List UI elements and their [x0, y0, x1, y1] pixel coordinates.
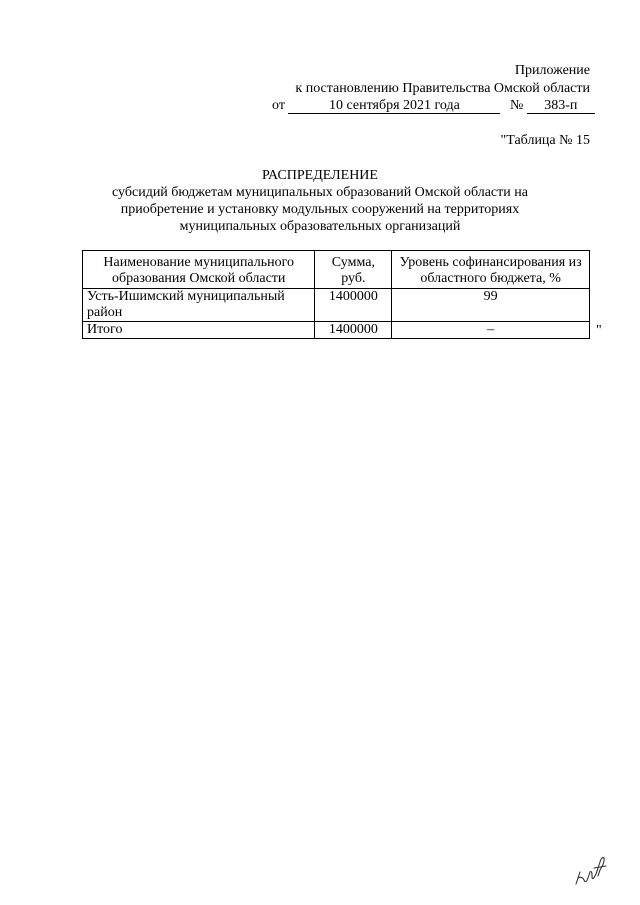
- cell-municipality: Усть-Ишимский муниципальный район: [83, 289, 315, 322]
- cell-sum: 1400000: [315, 289, 392, 322]
- appendix-label: Приложение: [514, 63, 590, 78]
- column-header-municipality: Наименование муниципального образования Омской области: [83, 251, 315, 289]
- signature-mark: [572, 850, 612, 890]
- table-number-label: "Таблица № 15: [500, 133, 590, 148]
- column-header-sum: Сумма, руб.: [315, 251, 392, 289]
- cell-total-sum: 1400000: [315, 322, 392, 339]
- decree-date-line: [272, 98, 595, 114]
- title-heading: РАСПРЕДЕЛЕНИЕ: [262, 168, 378, 183]
- number-prefix: №: [509, 98, 524, 113]
- cell-cofinancing: 99: [392, 289, 590, 322]
- title-line-1: субсидий бюджетам муниципальных образований Омской области на: [112, 185, 528, 200]
- table-header-row: [83, 251, 590, 289]
- cell-total-label: Итого: [83, 322, 315, 339]
- closing-quote: ": [596, 323, 602, 338]
- table-row: [83, 289, 590, 322]
- title-line-3: муниципальных образовательных организаций: [179, 219, 461, 234]
- document-title: [60, 167, 580, 235]
- column-header-cofinancing: Уровень софинансирования из областного бюджета, %: [392, 251, 590, 289]
- decree-date: 10 сентября 2021 года: [288, 98, 500, 114]
- date-prefix: от: [272, 98, 285, 113]
- decree-number: 383-п: [527, 98, 595, 114]
- decree-reference: к постановлению Правительства Омской области: [295, 81, 590, 96]
- title-line-2: приобретение и установку модульных сооружений на территориях: [120, 202, 520, 217]
- table-row-total: [83, 322, 590, 339]
- cell-total-cofinancing: –: [392, 322, 590, 339]
- distribution-table: [82, 250, 590, 339]
